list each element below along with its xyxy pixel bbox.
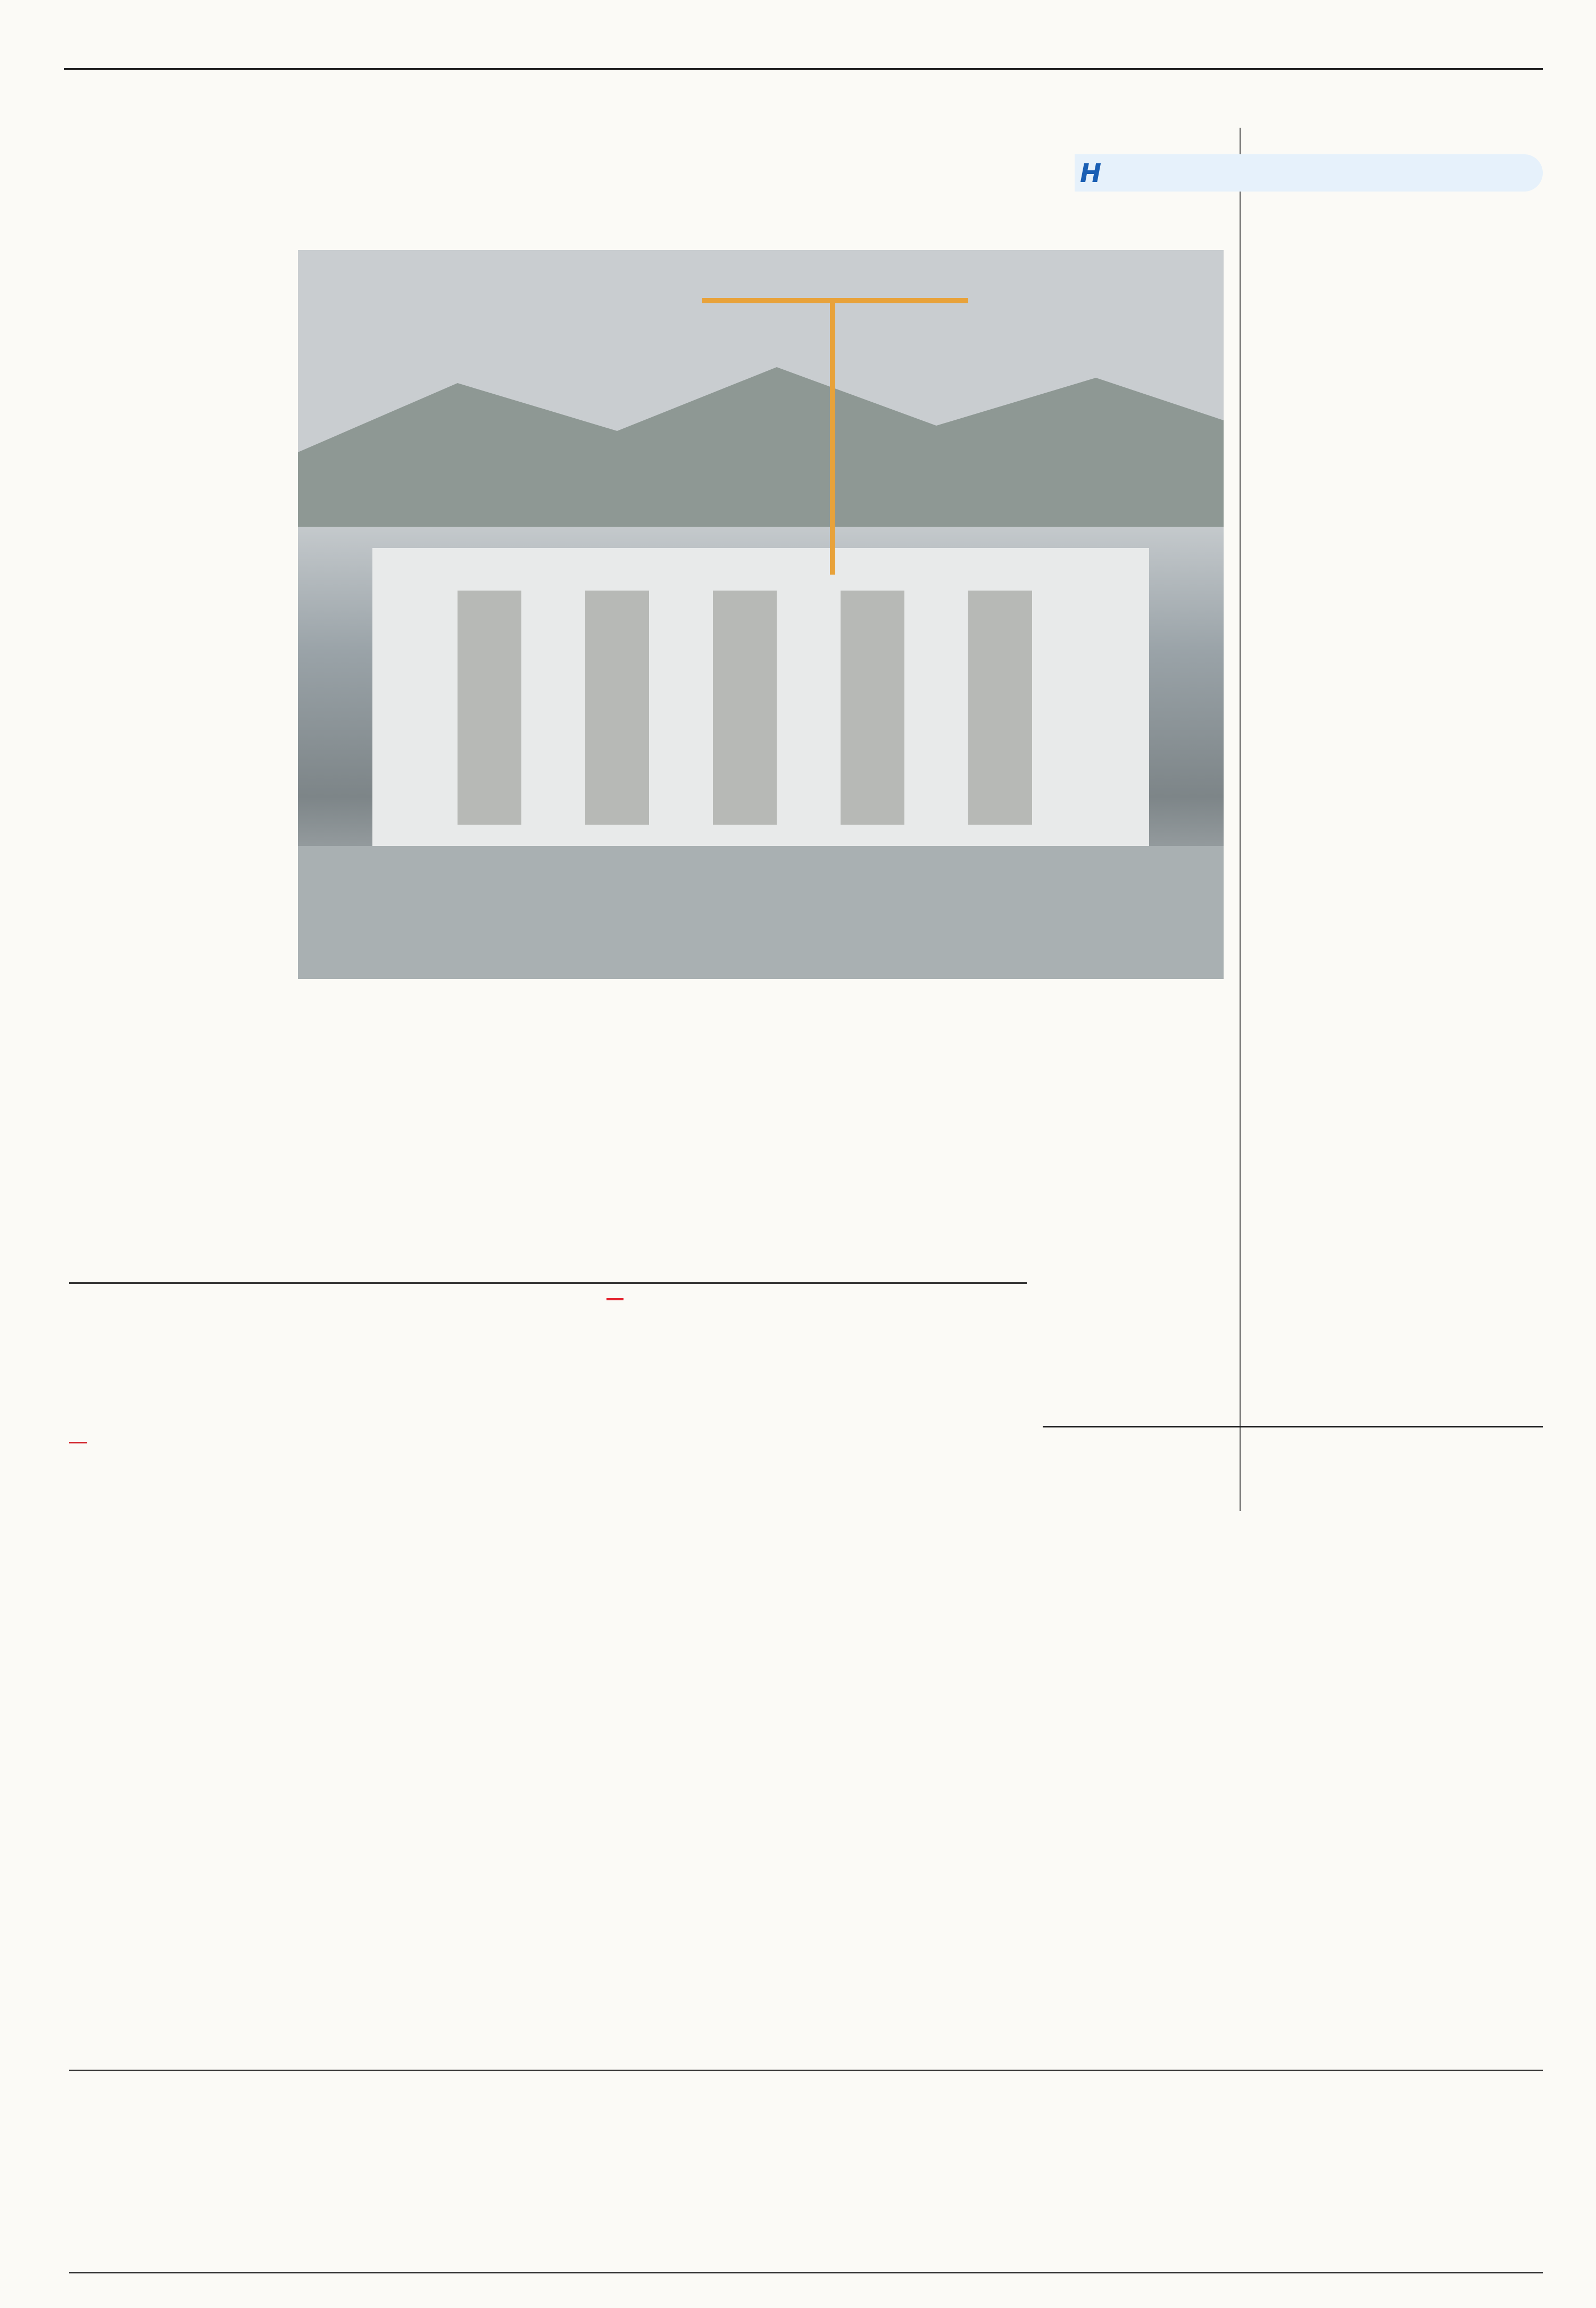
story3-col-2 xyxy=(1303,1570,1543,2155)
story4-kicker-badge xyxy=(606,1298,624,1300)
story1-col-1 xyxy=(69,394,287,1256)
story2-column-banner xyxy=(1075,154,1543,192)
story4-col-3 xyxy=(532,1431,755,2054)
issue-date-line xyxy=(182,22,191,40)
story1-col-4 xyxy=(771,1027,995,1256)
story4-column-tag xyxy=(69,1442,87,1443)
story1-col-3 xyxy=(537,1027,761,1256)
story3-top-rule xyxy=(1043,1426,1543,1427)
masthead-rule xyxy=(64,68,1543,70)
story4-col-4 xyxy=(766,1431,1016,2054)
story4-col-1 xyxy=(69,1511,287,2054)
story4-col-2 xyxy=(298,1431,521,2054)
story5-top-rule xyxy=(69,2070,1543,2071)
story3-col-1 xyxy=(1059,1570,1293,2155)
h-letter-icon: H xyxy=(1080,159,1102,188)
story1-col-2 xyxy=(303,1027,527,1256)
story5-bottom-rule xyxy=(69,2272,1543,2273)
story2-col-1 xyxy=(1075,319,1287,1410)
story2-col-2 xyxy=(1303,292,1543,1409)
story4-top-rule xyxy=(69,1282,1027,1284)
